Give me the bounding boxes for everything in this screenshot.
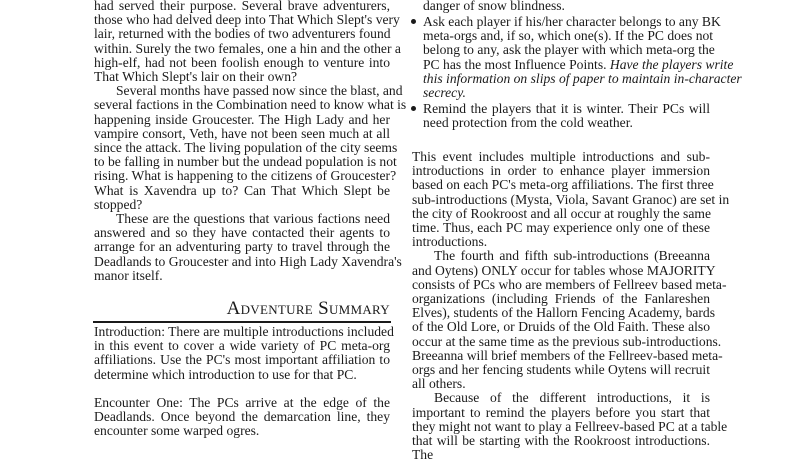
text-line: arrange for an adventuring party to travel through the [94,239,390,255]
text-line: within. Surely the two females, one a hin and the other a [94,40,401,56]
text-line: Ask each player if his/her character belongs to any BK [423,13,721,29]
text-line: The fourth and fifth sub-introductions (Breeanna [434,248,710,264]
text-line [423,85,710,100]
italic-text-run: Have the players write [609,56,734,72]
text-line: had served their purpose. Several brave adventurers, [94,0,390,13]
text-line: orgs and her fencing students while Oytens will recruit [412,362,710,377]
text-line: answered and so they have contacted their agents to [94,225,390,241]
text-line: manor itself. [94,267,163,283]
text-line: These are the questions that various factions need [116,211,390,226]
text-line: vampire consort, Veth, have not been seen much at all [94,125,390,141]
text-line: the city of Rookroost and all occur at roughly the same [412,205,711,221]
text-line: time. Thus, each PC may experience only one of these [412,220,710,235]
text-line: Breeanna will brief members of the Fellreev-based meta- [412,347,723,363]
text-line: rising. What is happening to the citizens of Groucester? [94,168,397,184]
text-line: Remind the players that it is winter. Their PCs will [423,100,710,116]
text-line: affiliations. Use the PC's most important affiliation to [94,352,390,368]
text-line: happening inside Groucester. The High Lady and her [94,111,390,127]
text-line: What is Xavendra up to? Can That Which Slept be [94,182,390,198]
text-line: consists of PCs who are members of Fellreev based meta- [412,276,727,292]
text-line: sub-introductions (Mysta, Viola, Savant Granoc) are set in [412,191,730,207]
text-line: danger of snow blindness. [423,0,565,14]
heading-rule [93,321,391,323]
text-line: Deadlands. Once beyond the demarcation line, they [94,409,390,424]
text-line: encounter some warped ogres. [94,423,260,439]
text-line: based on each PC's meta-org affiliations. The first three [412,177,714,193]
text-line: important to remind the players before you start that [412,404,710,420]
text-line: they might not want to play a Fellreev-based PC at a table [412,418,728,434]
text-line: that will be starting with the Rookroost introductions. [412,433,710,448]
text-line: occur at the same time as the previous sub-introductions. [412,333,722,349]
text-line: all others. [412,376,466,392]
text-line: determine which introduction to use for that PC. [94,366,357,382]
text-line: introductions. [412,234,488,250]
text-line: lair, returned with the bodies of two adventurers found [94,26,391,42]
text-line [423,70,742,86]
text-line: That Which Slept's lair on their own? [94,69,298,84]
text-line: The [412,447,434,462]
text-line: belong to any, ask the player with which meta-org the [423,42,715,58]
text-line [423,56,734,72]
text-line: need protection from the cold weather. [423,114,633,130]
text-line: This event includes multiple introductions and sub- [412,149,710,164]
text-line: organizations (including Friends of the Fanlareshen [412,291,710,306]
text-line: Deadlands to Groucester and into High Lady Xavendra's [94,253,402,269]
text-line: Encounter One: The PCs arrive at the edge of the [94,394,390,410]
section-heading-adventure-summary: Adventure Summary [226,298,390,319]
text-line: high-elf, had not been foolish enough to venture into [94,54,390,70]
italic-text-run: this information on slips of paper to maintain in-character [423,70,742,86]
text-line: of the Old Lore, or Druids of the Old Faith. These also [412,319,710,335]
text-line: introductions in order to enhance player immersion [412,163,710,179]
text-line: those who had delved deep into That Which Slept's very [94,12,400,28]
italic-text-run: secrecy. [423,84,466,100]
text-line: several factions in the Combination need to know what is [94,97,407,113]
bullet-icon [411,106,416,111]
text-line: Introduction: There are multiple introductions included [94,324,394,339]
text-line: since the attack. The living population of the city seems [94,140,398,155]
text-run: PC has the most Influence Points. [423,56,610,72]
text-line: meta-orgs and, if so, which one(s). If the PC does not [423,28,714,44]
bullet-icon [411,19,416,24]
text-line: to be falling in number but the undead population is not [94,154,397,170]
text-line: Because of the different introductions, it is [434,390,710,406]
text-line: Several months have passed now since the blast, and [116,83,403,99]
text-line: in this event to cover a wide variety of PC meta-org [94,338,390,354]
text-line: and Oytens) ONLY occur for tables whose MAJORITY [412,262,716,278]
text-line: Elves), students of the Hallorn Fencing Academy, bards [412,305,716,321]
text-line: stopped? [94,196,143,212]
